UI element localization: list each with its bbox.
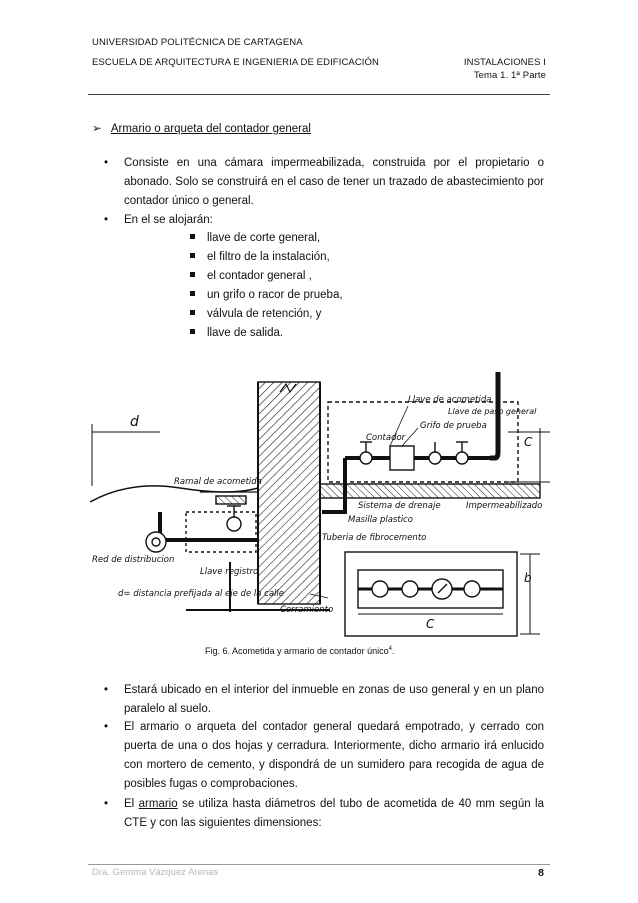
impermeabilizado-label: Impermeabilizado xyxy=(466,501,543,511)
header-rule xyxy=(88,94,550,95)
school-name: ESCUELA DE ARQUITECTURA E INGENIERIA DE EDIFICACIÓN xyxy=(92,57,379,68)
contador-label: Contador xyxy=(366,433,406,443)
square-bullet-icon xyxy=(190,234,195,239)
sub-list-item xyxy=(190,229,320,248)
installation-diagram xyxy=(90,362,560,640)
caption-footnote-ref: 4 xyxy=(388,646,392,652)
sub-item-text: llave de corte general, xyxy=(207,232,321,244)
section-title: Armario o arqueta del contador general xyxy=(110,123,311,135)
course-name: INSTALACIONES I xyxy=(463,57,546,68)
bullet-icon: • xyxy=(104,214,109,226)
bullet-text-post: se utiliza hasta diámetros del tubo de acometida de 40 mm según la CTE y con las siguientes dimensiones: xyxy=(124,798,544,829)
sub-item-text: el contador general , xyxy=(207,270,312,282)
sub-list-item xyxy=(190,305,321,324)
university-name: UNIVERSIDAD POLITÉCNICA DE CARTAGENA xyxy=(92,37,303,48)
page-number: 8 xyxy=(538,867,544,879)
red-distribucion-label: Red de distribucion xyxy=(92,555,175,565)
dim-c-label: C xyxy=(524,435,533,449)
masilla-label: Masilla plastico xyxy=(348,515,413,525)
footer-author: Dra. Gemma Vázquez Arenas xyxy=(92,867,219,878)
armario-link[interactable]: armario xyxy=(138,798,178,810)
square-bullet-icon xyxy=(190,272,195,277)
arrow-icon: ➢ xyxy=(92,123,102,135)
list-item xyxy=(104,681,544,721)
bullet-text xyxy=(124,795,544,833)
figure-caption xyxy=(205,646,394,656)
bullet-icon: • xyxy=(104,721,109,733)
sub-item-text: llave de salida. xyxy=(207,327,284,339)
dim-b-label: b xyxy=(524,571,532,585)
bullet-icon: • xyxy=(104,157,109,169)
section-heading xyxy=(92,121,311,135)
sub-item-text: el filtro de la instalación, xyxy=(207,251,330,263)
llave-registro-label: Llave registro xyxy=(200,567,259,577)
tuberia-label: Tuberia de fibrocemento xyxy=(322,533,427,543)
bullet-text: En el se alojarán: xyxy=(124,214,213,226)
bullet-text: Consiste en una cámara impermeabilizada, construida por el propietario o abonado. Solo se construirá en el caso de tener un trazado de abastecimiento por contador único o general. xyxy=(124,157,544,207)
dim-d-label: d xyxy=(130,414,139,430)
list-item xyxy=(104,718,544,798)
caption-end: . xyxy=(391,646,395,656)
distancia-label: d= distancia prefijada al eje de la calle xyxy=(118,589,284,599)
sub-list-item xyxy=(190,324,283,343)
sub-list-item xyxy=(190,248,330,267)
bullet-text: El armario o arqueta del contador general quedará empotrado, y cerrado con puerta de una o dos hojas y cerradura. Interiormente, dicho armario irá enlucido con mortero de cemento, y dispondrá de un sumidero para recogida de agua de posibles fugas o comprobaciones. xyxy=(124,721,544,790)
dim-c-bottom-label: C xyxy=(426,617,435,631)
grifo-prueba-label: Grifo de prueba xyxy=(420,421,487,431)
square-bullet-icon xyxy=(190,329,195,334)
bullet-text: Estará ubicado en el interior del inmueble en zonas de uso general y en un plano paralelo al suelo. xyxy=(124,684,544,715)
sub-item-text: válvula de retención, y xyxy=(207,308,322,320)
list-item xyxy=(104,211,544,231)
cerramiento-label: Cerramiento xyxy=(280,605,334,615)
caption-text: Fig. 6. Acometida y armario de contador único xyxy=(205,646,389,656)
sub-list-item xyxy=(190,286,343,305)
square-bullet-icon xyxy=(190,310,195,315)
bullet-icon: • xyxy=(104,798,109,810)
sistema-drenaje-label: Sistema de drenaje xyxy=(358,501,441,511)
sub-list-item xyxy=(190,267,312,286)
bullet-text-pre: El xyxy=(124,798,139,810)
llave-acometida-label: Llave de acometida xyxy=(408,395,492,405)
sub-item-text: un grifo o racor de prueba, xyxy=(207,289,343,301)
square-bullet-icon xyxy=(190,291,195,296)
bullet-icon: • xyxy=(104,684,109,696)
list-item xyxy=(104,154,544,214)
topic-name: Tema 1. 1ª Parte xyxy=(473,70,546,81)
footer-rule xyxy=(88,864,550,865)
list-item xyxy=(104,795,544,835)
llave-paso-label: Llave de paso general xyxy=(448,407,537,416)
ramal-label: Ramal de acometida xyxy=(174,477,262,487)
square-bullet-icon xyxy=(190,253,195,258)
